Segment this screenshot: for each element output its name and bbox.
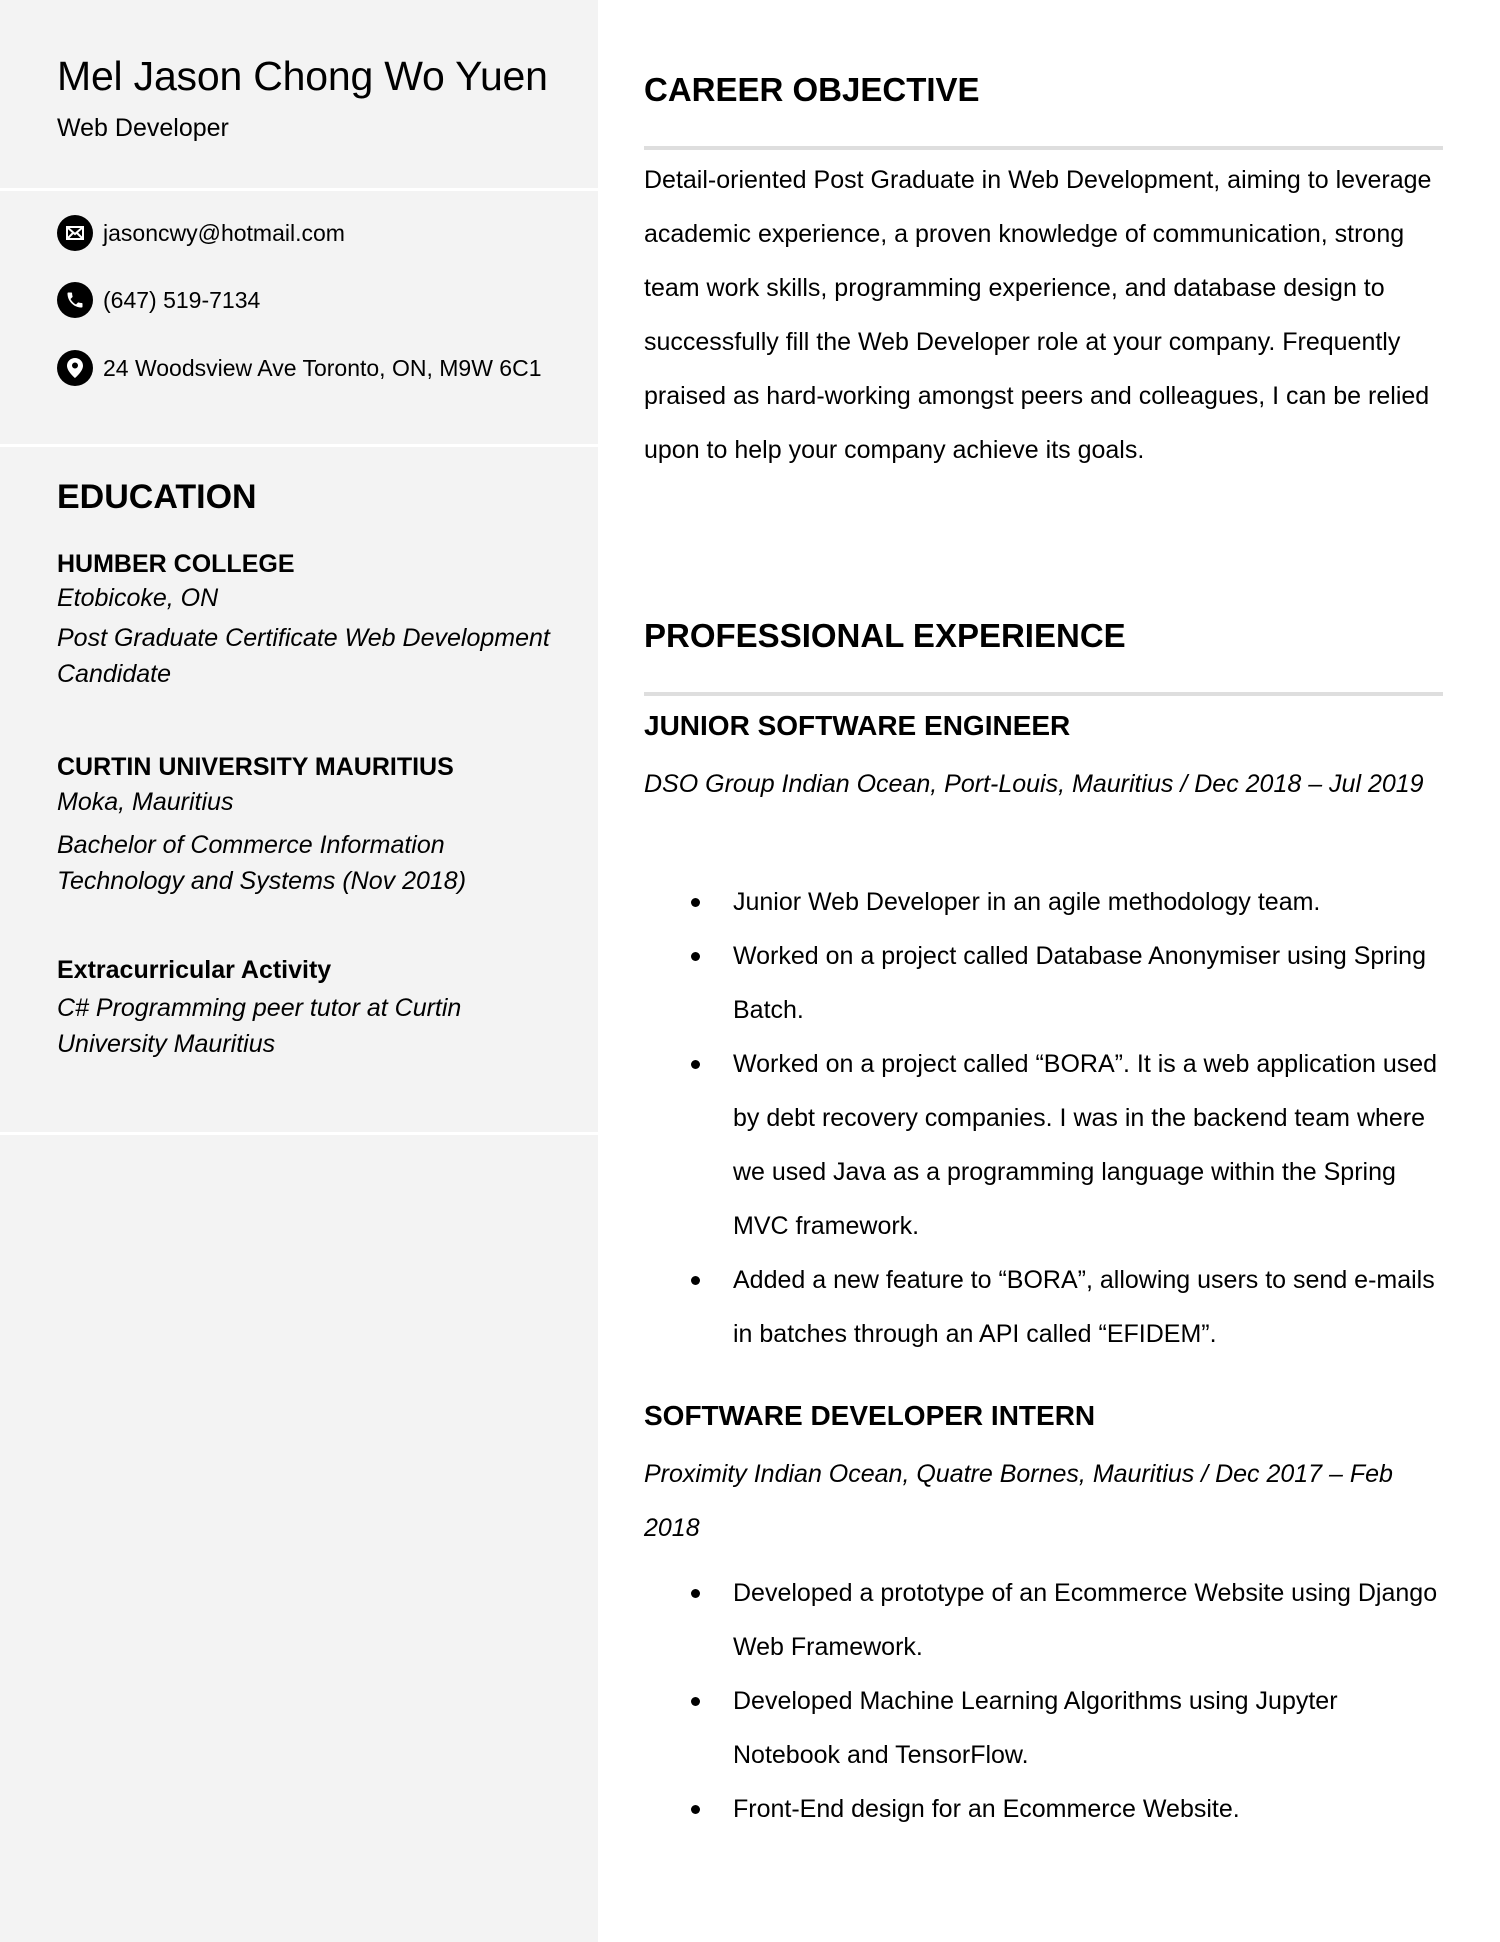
address-text: 24 Woodsview Ave Toronto, ON, M9W 6C1	[103, 354, 542, 381]
list-item: Developed a prototype of an Ecommerce Website using Django Web Framework.	[644, 1566, 1443, 1674]
list-item: Junior Web Developer in an agile methodology team.	[644, 875, 1443, 929]
phone-text[interactable]: (647) 519-7134	[103, 286, 261, 313]
phone-icon	[57, 282, 93, 318]
list-item: Worked on a project called Database Anonymiser using Spring Batch.	[644, 929, 1443, 1037]
extracurricular-text: C# Programming peer tutor at Curtin University Mauritius	[57, 994, 462, 1058]
list-item: Worked on a project called “BORA”. It is a web application used by debt recovery companies. I was in the backend team where we used Java as a programming language within the Spring MVC framework.	[644, 1037, 1443, 1253]
job-title: SOFTWARE DEVELOPER INTERN	[644, 1400, 1096, 1431]
job-bullets	[644, 875, 1443, 1361]
section-rule	[644, 692, 1443, 696]
sidebar-divider	[0, 444, 598, 447]
candidate-role: Web Developer	[57, 114, 229, 142]
job-bullets	[644, 1566, 1443, 1836]
contact-email	[57, 215, 345, 251]
section-rule	[644, 146, 1443, 150]
bullet-icon	[691, 1589, 700, 1598]
school-program: Bachelor of Commerce Information Technology and Systems (Nov 2018)	[57, 831, 467, 895]
bullet-icon	[691, 1805, 700, 1814]
bullet-icon	[691, 952, 700, 961]
email-icon	[57, 215, 93, 251]
sidebar-divider	[0, 188, 598, 191]
bullet-icon	[691, 1697, 700, 1706]
school-name: CURTIN UNIVERSITY MAURITIUS	[57, 753, 454, 781]
candidate-name: Mel Jason Chong Wo Yuen	[57, 53, 548, 99]
bullet-icon	[691, 1060, 700, 1069]
list-item: Front-End design for an Ecommerce Website.	[644, 1782, 1443, 1836]
sidebar-divider	[0, 1132, 598, 1135]
job-title: JUNIOR SOFTWARE ENGINEER	[644, 710, 1071, 741]
contact-phone	[57, 282, 260, 318]
education-heading: EDUCATION	[57, 478, 257, 516]
school-location: Etobicoke, ON	[57, 584, 219, 612]
bullet-icon	[691, 1276, 700, 1285]
job-meta: Proximity Indian Ocean, Quatre Bornes, Mauritius / Dec 2017 – Feb 2018	[644, 1460, 1393, 1542]
career-objective-heading: CAREER OBJECTIVE	[644, 71, 980, 108]
list-item: Added a new feature to “BORA”, allowing users to send e-mails in batches through an API called “EFIDEM”.	[644, 1253, 1443, 1361]
school-program: Post Graduate Certificate Web Development Candidate	[57, 624, 550, 688]
career-objective-text: Detail-oriented Post Graduate in Web Development, aiming to leverage academic experience, a proven knowledge of communication, strong team work skills, programming experience, and database design to successfully fill the Web Developer role at your company. Frequently praised as hard-working amongst peers and colleagues, I can be relied upon to help your company achieve its goals.	[644, 166, 1432, 464]
professional-experience-heading: PROFESSIONAL EXPERIENCE	[644, 617, 1126, 654]
sidebar	[0, 0, 598, 1942]
contact-address	[57, 350, 541, 386]
location-pin-icon	[57, 350, 93, 386]
school-name: HUMBER COLLEGE	[57, 550, 295, 578]
bullet-icon	[691, 898, 700, 907]
school-location: Moka, Mauritius	[57, 788, 234, 816]
job-meta: DSO Group Indian Ocean, Port-Louis, Mauritius / Dec 2018 – Jul 2019	[644, 770, 1424, 798]
list-item: Developed Machine Learning Algorithms using Jupyter Notebook and TensorFlow.	[644, 1674, 1443, 1782]
email-text[interactable]: jasoncwy@hotmail.com	[103, 219, 345, 246]
extracurricular-heading: Extracurricular Activity	[57, 956, 332, 984]
